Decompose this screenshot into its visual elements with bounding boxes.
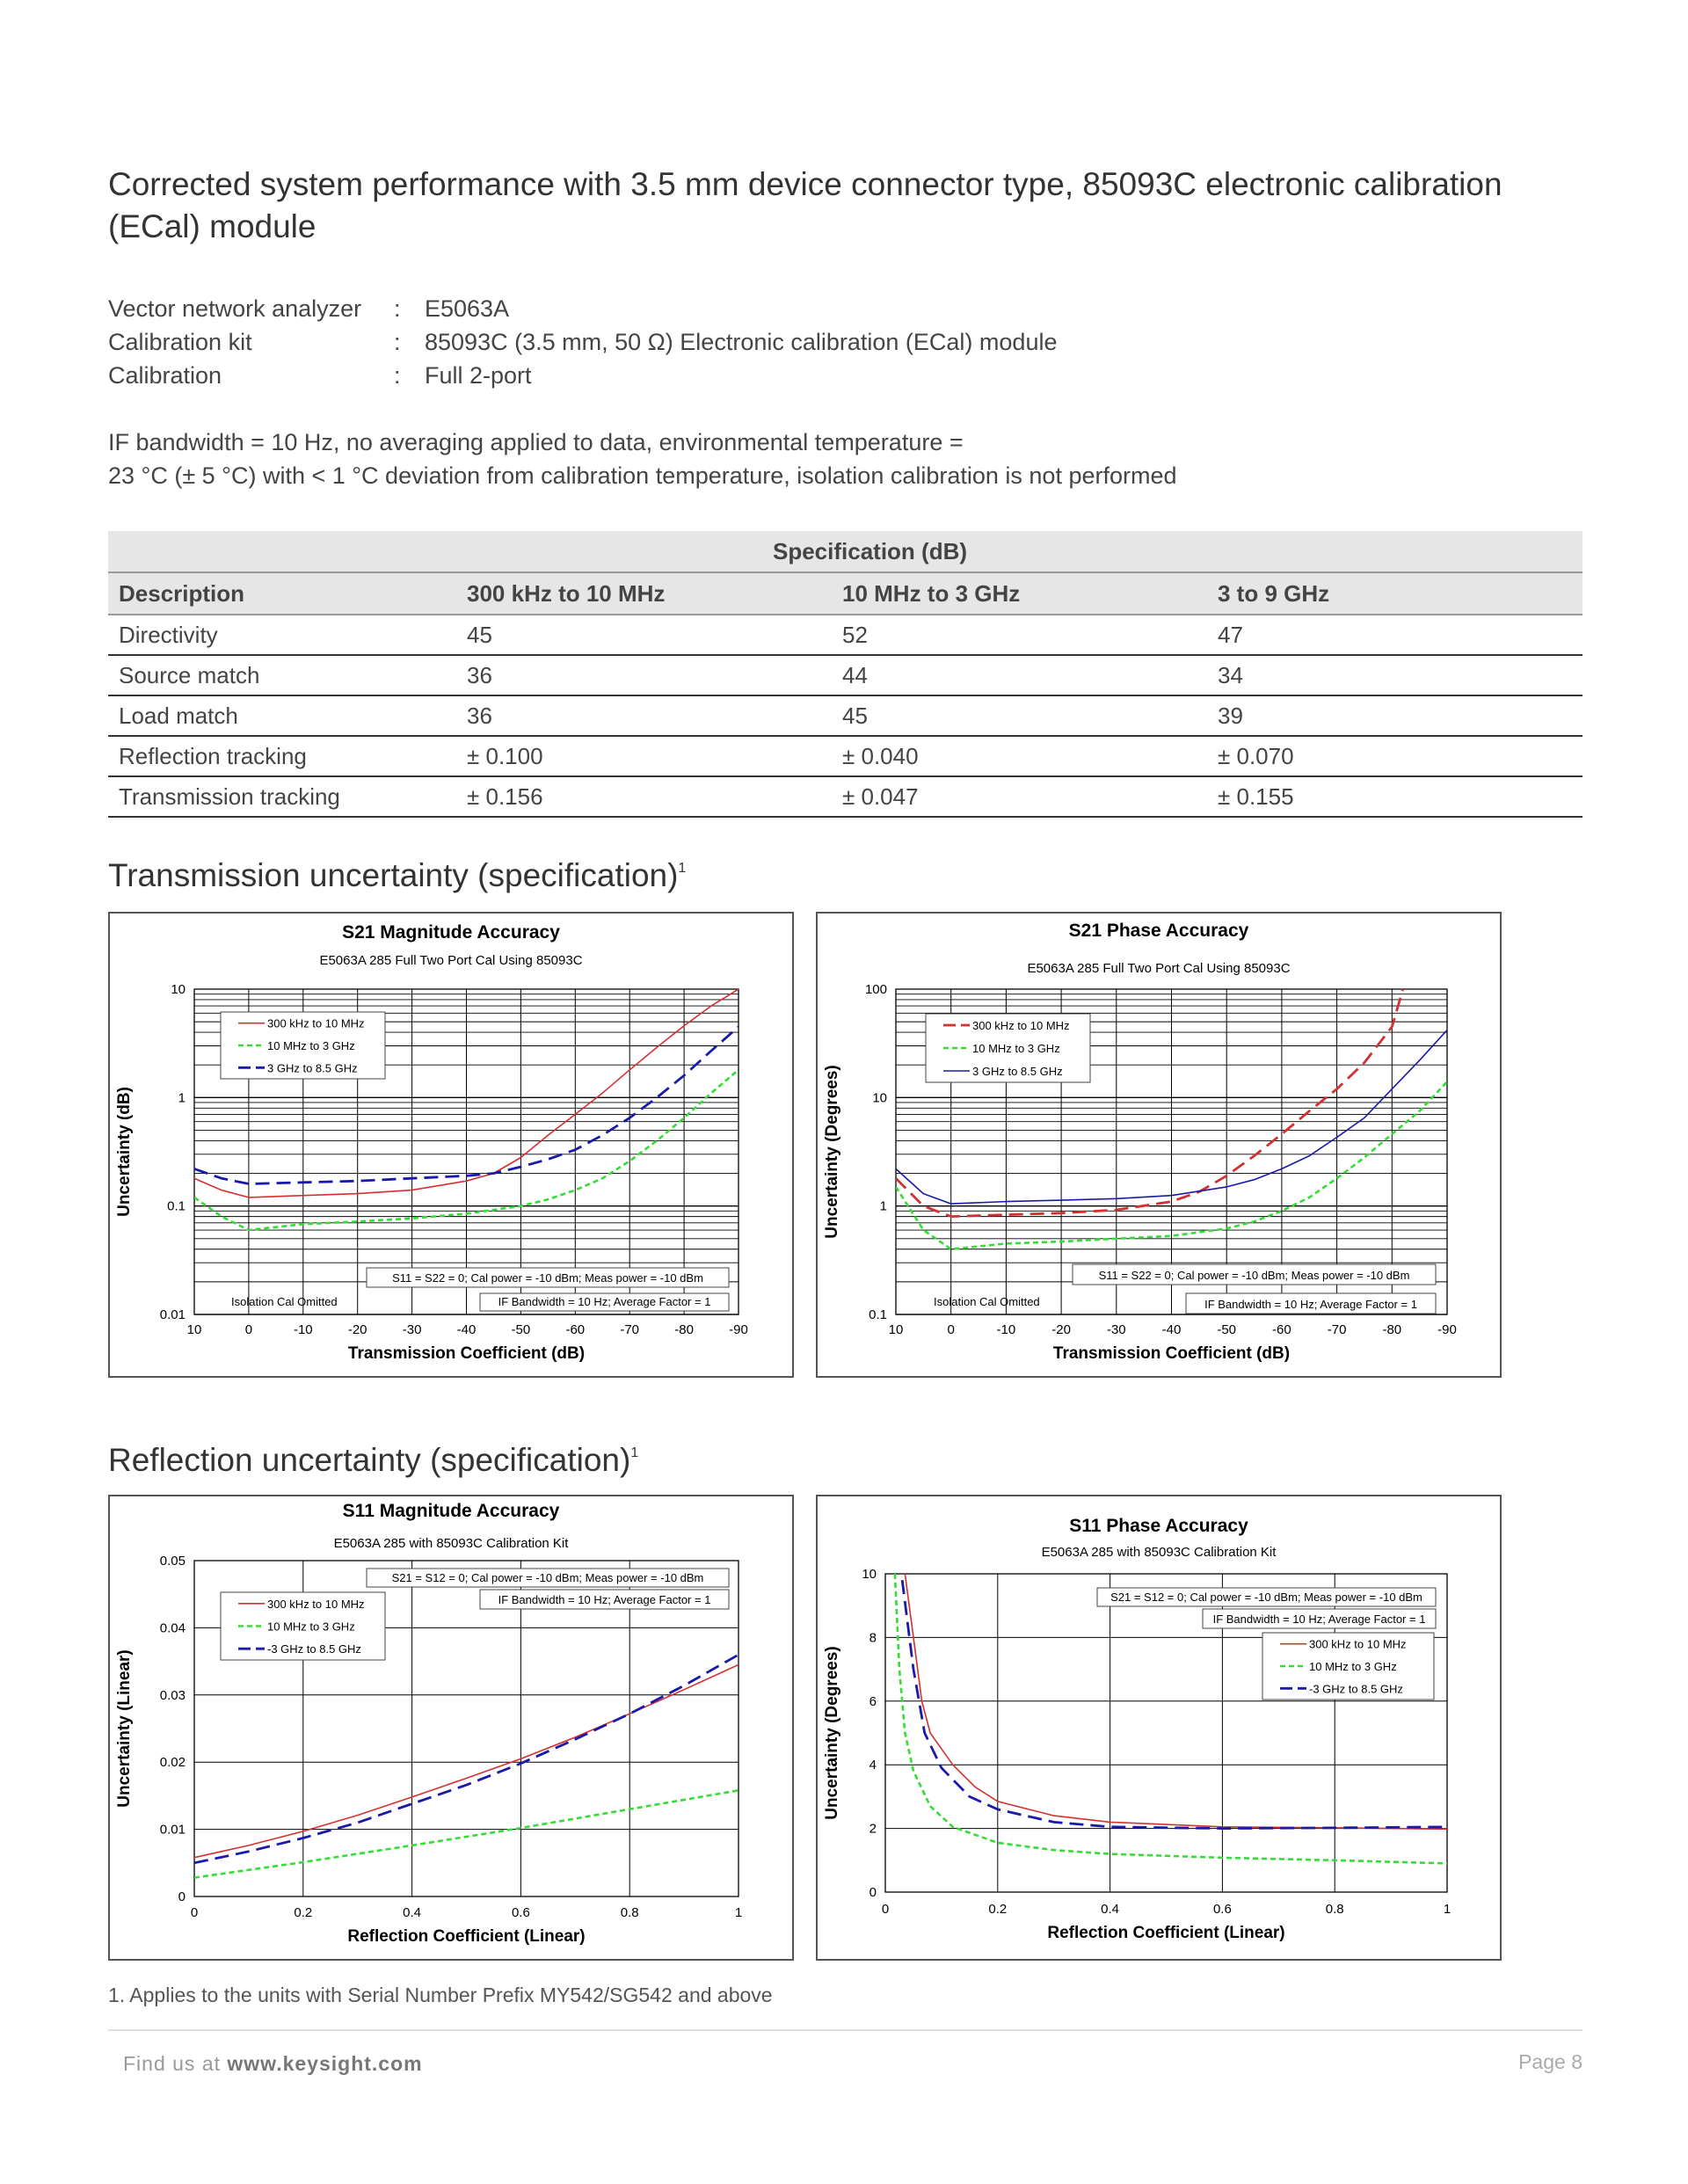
conditions-line-1: IF bandwidth = 10 Hz, no averaging applied to data, environmental temperature = [108, 429, 964, 455]
y-tick-label: 0.05 [159, 1554, 186, 1569]
x-tick-label: -50 [511, 1322, 531, 1337]
legend-label: 10 MHz to 3 GHz [267, 1620, 355, 1634]
legend-label: -3 GHz to 8.5 GHz [1309, 1682, 1403, 1696]
y-tick-label: 1 [879, 1198, 887, 1214]
x-tick-label: 0.8 [1325, 1902, 1344, 1917]
x-axis-title: Reflection Coefficient (Linear) [347, 1927, 586, 1946]
spec-colon: : [394, 295, 401, 322]
table-cell: 47 [1207, 615, 1582, 655]
y-axis-title: Uncertainty (Degrees) [823, 1646, 841, 1820]
x-tick-label: -60 [565, 1322, 586, 1337]
x-tick-label: 0 [947, 1322, 955, 1337]
x-tick-label: -10 [996, 1322, 1016, 1337]
x-tick-label: 0 [881, 1902, 890, 1917]
series-line-blue [194, 1655, 738, 1863]
x-tick-label: -10 [293, 1322, 313, 1337]
note-text: S21 = S12 = 0; Cal power = -10 dBm; Meas power = -10 dBm [1110, 1591, 1422, 1604]
footer-divider [108, 2029, 1582, 2031]
y-tick-label: 0.01 [159, 1822, 186, 1838]
spec-value: E5063A [425, 295, 510, 322]
x-tick-label: -20 [347, 1322, 367, 1337]
spec-label: Calibration kit [108, 329, 252, 355]
x-tick-label: 0.2 [988, 1902, 1008, 1917]
table-cell: Directivity [108, 615, 456, 655]
footnote: 1. Applies to the units with Serial Number Prefix MY542/SG542 and above [108, 1984, 773, 2006]
table-row [108, 776, 1582, 817]
x-tick-label: -90 [729, 1322, 748, 1337]
heading-text: Reflection uncertainty (specification) [108, 1442, 631, 1478]
column-header: Description [108, 572, 456, 615]
x-axis-title: Reflection Coefficient (Linear) [1047, 1924, 1285, 1942]
y-axis-title: Uncertainty (Degrees) [823, 1065, 841, 1239]
isolation-annotation: Isolation Cal Omitted [934, 1295, 1040, 1308]
y-tick-label: 0.01 [159, 1307, 186, 1322]
spec-colon: : [394, 329, 401, 355]
chart-title: S21 Magnitude Accuracy [342, 922, 560, 943]
table-cell: ± 0.047 [832, 776, 1207, 817]
y-axis-title: Uncertainty (dB) [115, 1087, 134, 1217]
legend-label: 300 kHz to 10 MHz [267, 1597, 365, 1611]
note-text: IF Bandwidth = 10 Hz; Average Factor = 1 [498, 1593, 711, 1606]
legend-label: 300 kHz to 10 MHz [1309, 1637, 1407, 1651]
page-title: Corrected system performance with 3.5 mm device connector type, 85093C electronic calibration (ECal) module [108, 166, 1502, 244]
x-tick-label: 0 [244, 1322, 253, 1337]
spec-value: Full 2-port [425, 362, 532, 389]
legend-label: 3 GHz to 8.5 GHz [267, 1061, 358, 1075]
series-line-green [194, 1790, 738, 1877]
x-tick-label: 0.4 [403, 1905, 422, 1920]
footnote-ref: 1 [678, 861, 687, 876]
table-cell: 36 [456, 655, 832, 695]
heading-text: Transmission uncertainty (specification) [108, 857, 679, 893]
note-text: S11 = S22 = 0; Cal power = -10 dBm; Meas power = -10 dBm [392, 1271, 703, 1285]
table-row [108, 736, 1582, 776]
chart-subtitle: E5063A 285 Full Two Port Cal Using 85093C [1027, 961, 1291, 976]
footnote-ref: 1 [630, 1445, 639, 1460]
y-tick-label: 0.1 [869, 1307, 887, 1322]
footer-find-us [123, 2052, 423, 2076]
y-tick-label: 6 [869, 1693, 877, 1709]
chart-subtitle: E5063A 285 with 85093C Calibration Kit [1041, 1545, 1277, 1560]
table-row [108, 655, 1582, 695]
x-tick-label: -80 [1382, 1322, 1402, 1337]
y-tick-label: 10 [171, 982, 186, 997]
spec-label: Vector network analyzer [108, 295, 362, 322]
x-tick-label: 0.6 [511, 1905, 530, 1920]
y-tick-label: 0.02 [159, 1755, 186, 1771]
y-tick-label: 0.03 [159, 1687, 186, 1703]
chart-title: S21 Phase Accuracy [1068, 921, 1249, 941]
x-tick-label: 0.8 [620, 1905, 639, 1920]
table-cell: ± 0.070 [1207, 736, 1582, 776]
x-tick-label: -40 [1161, 1322, 1182, 1337]
section-heading-reflection [108, 1442, 638, 1479]
chart-s11-magnitude [108, 1495, 794, 1961]
table-cell: Source match [108, 655, 456, 695]
spec-value: 85093C (3.5 mm, 50 Ω) Electronic calibration (ECal) module [425, 329, 1058, 355]
website-link[interactable]: www.keysight.com [227, 2052, 423, 2075]
table-row [108, 615, 1582, 655]
y-tick-label: 0 [869, 1885, 877, 1900]
table-header-blank [108, 531, 456, 572]
legend-label: 300 kHz to 10 MHz [972, 1019, 1070, 1032]
chart-subtitle: E5063A 285 with 85093C Calibration Kit [333, 1536, 569, 1551]
table-cell: 39 [1207, 695, 1582, 736]
column-header: 10 MHz to 3 GHz [832, 572, 1207, 615]
y-tick-label: 10 [862, 1567, 877, 1582]
table-cell: 34 [1207, 655, 1582, 695]
legend-label: 10 MHz to 3 GHz [972, 1042, 1060, 1055]
note-text: S11 = S22 = 0; Cal power = -10 dBm; Meas power = -10 dBm [1098, 1269, 1410, 1282]
table-cell: Transmission tracking [108, 776, 456, 817]
isolation-annotation: Isolation Cal Omitted [231, 1295, 338, 1308]
x-tick-label: -90 [1437, 1322, 1457, 1337]
table-group-header: Specification (dB) [456, 531, 1582, 572]
x-tick-label: -50 [1217, 1322, 1237, 1337]
y-tick-label: 10 [872, 1090, 887, 1106]
x-tick-label: 0.6 [1212, 1902, 1232, 1917]
y-axis-title: Uncertainty (Linear) [115, 1649, 134, 1808]
y-tick-label: 0 [178, 1889, 186, 1904]
page-number: Page 8 [1518, 2050, 1582, 2073]
x-tick-label: 1 [734, 1905, 743, 1920]
x-tick-label: 0.4 [1101, 1902, 1120, 1917]
y-tick-label: 1 [178, 1090, 186, 1106]
table-cell: ± 0.040 [832, 736, 1207, 776]
x-axis-title: Transmission Coefficient (dB) [1052, 1344, 1291, 1363]
note-text: S21 = S12 = 0; Cal power = -10 dBm; Meas power = -10 dBm [391, 1571, 704, 1584]
x-tick-label: -30 [1106, 1322, 1126, 1337]
y-tick-label: 100 [864, 982, 887, 997]
spec-table [108, 531, 1582, 818]
y-tick-label: 0.04 [159, 1620, 186, 1636]
table-cell: 36 [456, 695, 832, 736]
y-tick-label: 0.1 [167, 1198, 186, 1214]
legend-label: 3 GHz to 8.5 GHz [972, 1065, 1063, 1078]
footer-prefix: Find us at [123, 2052, 228, 2075]
table-cell: 45 [832, 695, 1207, 736]
x-tick-label: 0 [190, 1905, 199, 1920]
x-tick-label: -30 [402, 1322, 422, 1337]
x-tick-label: -60 [1272, 1322, 1291, 1337]
x-tick-label: -20 [1051, 1322, 1071, 1337]
table-cell: 45 [456, 615, 832, 655]
legend-label: 300 kHz to 10 MHz [267, 1016, 365, 1030]
table-cell: 52 [832, 615, 1207, 655]
x-axis-title: Transmission Coefficient (dB) [347, 1344, 586, 1363]
y-tick-label: 4 [869, 1758, 877, 1773]
note-text: IF Bandwidth = 10 Hz; Average Factor = 1 [1204, 1298, 1417, 1311]
x-tick-label: 1 [1443, 1902, 1452, 1917]
legend-label: 10 MHz to 3 GHz [1309, 1660, 1397, 1673]
x-tick-label: 10 [186, 1322, 202, 1337]
x-tick-label: 0.2 [294, 1905, 313, 1920]
x-tick-label: -40 [456, 1322, 477, 1337]
note-text: IF Bandwidth = 10 Hz; Average Factor = 1 [498, 1295, 711, 1308]
chart-subtitle: E5063A 285 Full Two Port Cal Using 85093C [319, 953, 583, 968]
column-header: 300 kHz to 10 MHz [456, 572, 832, 615]
table-cell: Reflection tracking [108, 736, 456, 776]
table-cell: ± 0.155 [1207, 776, 1582, 817]
table-row [108, 695, 1582, 736]
legend-label: 10 MHz to 3 GHz [267, 1039, 355, 1052]
chart-title: S11 Phase Accuracy [1069, 1516, 1248, 1536]
x-tick-label: -80 [674, 1322, 694, 1337]
x-tick-label: -70 [620, 1322, 640, 1337]
table-cell: 44 [832, 655, 1207, 695]
table-cell: ± 0.156 [456, 776, 832, 817]
y-tick-label: 2 [869, 1821, 877, 1837]
note-text: IF Bandwidth = 10 Hz; Average Factor = 1 [1212, 1613, 1426, 1626]
chart-s21-magnitude [108, 912, 794, 1378]
x-tick-label: -70 [1327, 1322, 1347, 1337]
spec-colon: : [394, 362, 401, 389]
y-tick-label: 8 [869, 1630, 877, 1646]
column-header: 3 to 9 GHz [1207, 572, 1582, 615]
chart-s11-phase [816, 1495, 1502, 1961]
section-heading-transmission [108, 857, 686, 894]
table-cell: ± 0.100 [456, 736, 832, 776]
chart-s21-phase [816, 912, 1502, 1378]
spec-label: Calibration [108, 362, 222, 389]
conditions-line-2: 23 °C (± 5 °C) with < 1 °C deviation from calibration temperature, isolation calibration is not performed [108, 462, 1177, 489]
table-cell: Load match [108, 695, 456, 736]
chart-title: S11 Magnitude Accuracy [342, 1501, 560, 1521]
legend-label: -3 GHz to 8.5 GHz [267, 1642, 361, 1656]
series-line-red [194, 1664, 738, 1857]
x-tick-label: 10 [888, 1322, 904, 1337]
